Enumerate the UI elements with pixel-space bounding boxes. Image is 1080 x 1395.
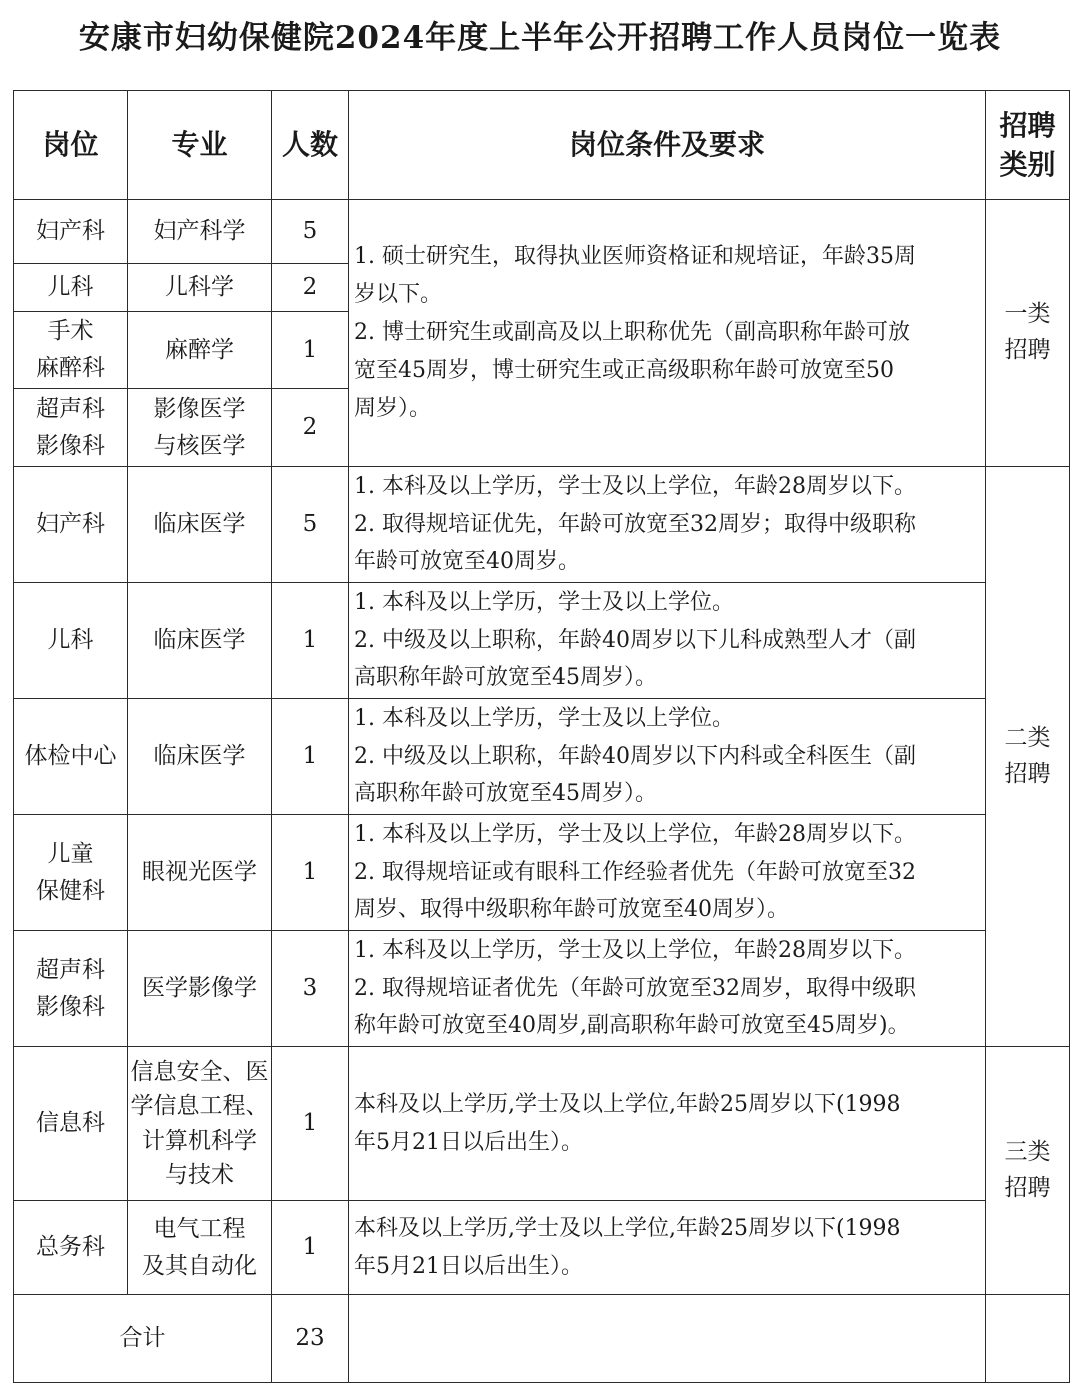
major-cell: 电气工程 及其自动化 (128, 1201, 272, 1295)
count-cell: 1 (272, 1047, 349, 1201)
post-cell: 信息科 (14, 1047, 128, 1201)
post-cell: 妇产科 (14, 467, 128, 583)
post-cell: 总务科 (14, 1201, 128, 1295)
category-cell: 三类 招聘 (986, 1047, 1070, 1295)
post-cell: 体检中心 (14, 699, 128, 815)
table-row (14, 699, 1070, 815)
post-cell: 妇产科 (14, 200, 128, 264)
count-cell: 1 (272, 815, 349, 931)
table-row (14, 583, 1070, 699)
header-conditions: 岗位条件及要求 (349, 91, 986, 200)
table-row (14, 467, 1070, 583)
major-cell: 眼视光医学 (128, 815, 272, 931)
table-header-row (14, 91, 1070, 200)
major-cell: 医学影像学 (128, 931, 272, 1047)
major-cell: 影像医学 与核医学 (128, 389, 272, 467)
count-cell: 2 (272, 389, 349, 467)
count-cell: 5 (272, 200, 349, 264)
major-cell: 麻醉学 (128, 312, 272, 389)
total-count: 23 (272, 1295, 349, 1383)
major-cell: 临床医学 (128, 467, 272, 583)
header-category: 招聘 类别 (986, 91, 1070, 200)
post-cell: 手术 麻醉科 (14, 312, 128, 389)
count-cell: 3 (272, 931, 349, 1047)
conditions-cell: 本科及以上学历,学士及以上学位,年龄25周岁以下(1998 年5月21日以后出生）。 (349, 1047, 986, 1201)
total-conditions-empty (349, 1295, 986, 1383)
page-title: 安康市妇幼保健院2024年度上半年公开招聘工作人员岗位一览表 (78, 20, 1002, 56)
category-cell: 二类 招聘 (986, 467, 1070, 1047)
post-cell: 儿科 (14, 583, 128, 699)
major-cell: 妇产科学 (128, 200, 272, 264)
total-category-empty (986, 1295, 1070, 1383)
table-row (14, 931, 1070, 1047)
major-cell: 临床医学 (128, 699, 272, 815)
post-cell: 儿科 (14, 264, 128, 312)
count-cell: 1 (272, 312, 349, 389)
table-row (14, 1047, 1070, 1201)
header-count: 人数 (272, 91, 349, 200)
count-cell: 5 (272, 467, 349, 583)
table-row (14, 200, 1070, 264)
conditions-cell: 1. 硕士研究生，取得执业医师资格证和规培证，年龄35周 岁以下。 2. 博士研究生或副高及以上职称优先（副高职称年龄可放 宽至45周岁，博士研究生或正高级职称年龄可放宽至50 周岁）。 (349, 200, 986, 467)
post-cell: 超声科 影像科 (14, 931, 128, 1047)
conditions-cell: 1. 本科及以上学历，学士及以上学位，年龄28周岁以下。 2. 取得规培证优先，年龄可放宽至32周岁；取得中级职称 年龄可放宽至40周岁。 (349, 467, 986, 583)
conditions-cell: 1. 本科及以上学历，学士及以上学位。 2. 中级及以上职称，年龄40周岁以下内科或全科医生（副 高职称年龄可放宽至45周岁）。 (349, 699, 986, 815)
conditions-cell: 本科及以上学历,学士及以上学位,年龄25周岁以下(1998 年5月21日以后出生）。 (349, 1201, 986, 1295)
count-cell: 2 (272, 264, 349, 312)
conditions-cell: 1. 本科及以上学历，学士及以上学位。 2. 中级及以上职称，年龄40周岁以下儿科成熟型人才（副 高职称年龄可放宽至45周岁）。 (349, 583, 986, 699)
recruitment-table (13, 90, 1070, 1383)
total-row (14, 1295, 1070, 1383)
count-cell: 1 (272, 583, 349, 699)
count-cell: 1 (272, 699, 349, 815)
header-post: 岗位 (14, 91, 128, 200)
major-cell: 信息安全、医 学信息工程、 计算机科学 与技术 (128, 1047, 272, 1201)
post-cell: 超声科 影像科 (14, 389, 128, 467)
conditions-cell: 1. 本科及以上学历，学士及以上学位，年龄28周岁以下。 2. 取得规培证或有眼科工作经验者优先（年龄可放宽至32 周岁、取得中级职称年龄可放宽至40周岁）。 (349, 815, 986, 931)
major-cell: 临床医学 (128, 583, 272, 699)
conditions-cell: 1. 本科及以上学历，学士及以上学位，年龄28周岁以下。 2. 取得规培证者优先（年龄可放宽至32周岁，取得中级职 称年龄可放宽至40周岁,副高职称年龄可放宽至45周岁)。 (349, 931, 986, 1047)
total-label: 合计 (14, 1295, 272, 1383)
major-cell: 儿科学 (128, 264, 272, 312)
post-cell: 儿童 保健科 (14, 815, 128, 931)
table-row (14, 815, 1070, 931)
count-cell: 1 (272, 1201, 349, 1295)
header-major: 专业 (128, 91, 272, 200)
category-cell: 一类 招聘 (986, 200, 1070, 467)
table-row (14, 1201, 1070, 1295)
